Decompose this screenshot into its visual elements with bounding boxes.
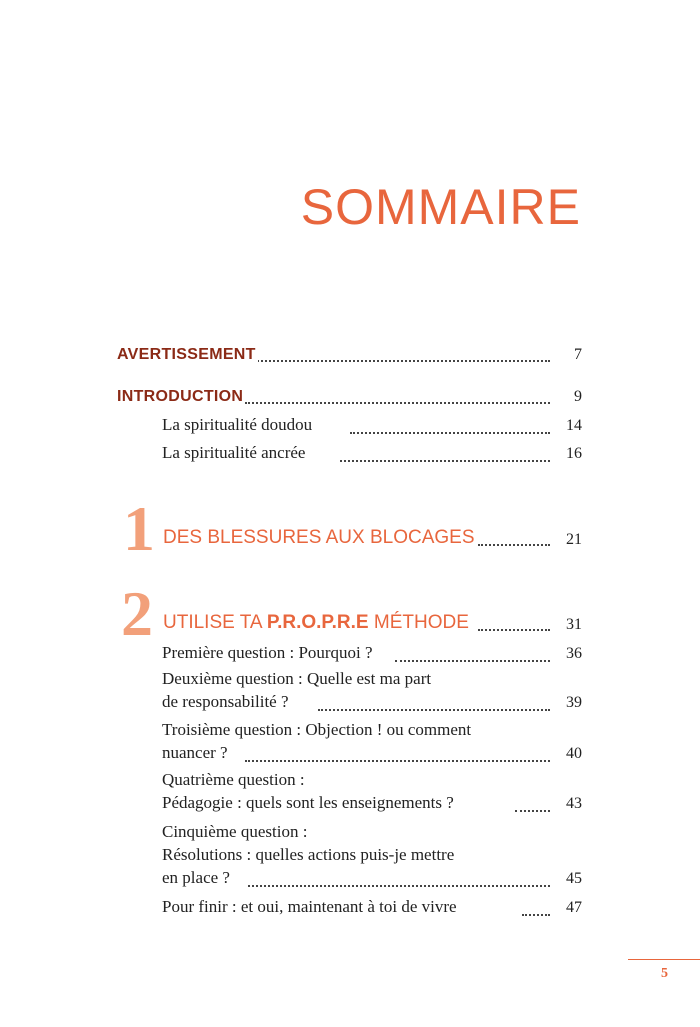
dot-leader xyxy=(245,402,550,404)
toc-entry-avertissement[interactable] xyxy=(0,344,700,372)
toc-entry-chapter-1[interactable] xyxy=(0,527,700,555)
dot-leader xyxy=(478,629,550,631)
toc-entry-introduction[interactable] xyxy=(0,386,700,414)
dot-leader xyxy=(318,709,550,711)
toc-label: INTRODUCTION xyxy=(117,388,244,405)
toc-page-number: 39 xyxy=(566,694,582,711)
toc-label: La spiritualité ancrée xyxy=(162,443,306,462)
page-title: SOMMAIRE xyxy=(300,179,581,235)
toc-label: Pédagogie : quels sont les enseignements ? xyxy=(162,793,454,812)
toc-label: Quatrième question : xyxy=(162,770,305,789)
toc-label-part: MÉTHODE xyxy=(368,612,469,633)
folio-rule xyxy=(628,959,700,960)
toc-label: Deuxième question : Quelle est ma part xyxy=(162,669,432,688)
toc-entry-question-2[interactable] xyxy=(0,692,700,720)
propre-acronym: P.R.O.P.R.E xyxy=(266,612,369,633)
toc-label: La spiritualité doudou xyxy=(162,415,313,434)
dot-leader xyxy=(248,885,550,887)
toc-page-number: 45 xyxy=(566,870,582,887)
toc-entry-question-3[interactable] xyxy=(0,743,700,771)
toc-page-number: 43 xyxy=(566,795,582,812)
dot-leader xyxy=(395,660,550,662)
toc-entry-pour-finir[interactable] xyxy=(0,897,700,925)
toc-entry-question-1[interactable] xyxy=(0,643,700,671)
dot-leader xyxy=(245,760,550,762)
toc-label: Pour finir : et oui, maintenant à toi de vivre xyxy=(162,897,457,916)
toc-label: nuancer ? xyxy=(162,743,228,762)
toc-entry-chapter-2[interactable] xyxy=(0,612,700,640)
toc-page-number: 36 xyxy=(566,645,582,662)
dot-leader xyxy=(340,460,550,462)
toc-page-number: 47 xyxy=(566,899,582,916)
dot-leader xyxy=(478,544,550,546)
toc-page-number: 31 xyxy=(566,616,582,633)
toc-entry-question-4[interactable] xyxy=(0,793,700,821)
toc-page-number: 14 xyxy=(566,417,582,434)
toc-page-number: 9 xyxy=(574,388,582,405)
toc-page-number: 40 xyxy=(566,745,582,762)
toc-page-number: 21 xyxy=(566,531,582,548)
toc-label: Résolutions : quelles actions puis-je mettre xyxy=(162,845,455,864)
toc-label: de responsabilité ? xyxy=(162,692,289,711)
toc-label: en place ? xyxy=(162,868,230,887)
toc-page-number: 7 xyxy=(574,346,582,363)
toc-entry-question-5[interactable] xyxy=(0,868,700,896)
toc-label: DES BLESSURES AUX BLOCAGES xyxy=(163,527,475,548)
toc-page-number: 16 xyxy=(566,445,582,462)
toc-label: Première question : Pourquoi ? xyxy=(162,643,373,662)
chapter-number-1: 1 xyxy=(123,493,155,564)
dot-leader xyxy=(350,432,550,434)
dot-leader xyxy=(522,914,550,916)
toc-label: AVERTISSEMENT xyxy=(117,346,256,363)
toc-label: Troisième question : Objection ! ou comment xyxy=(162,720,472,739)
chapter-number-2: 2 xyxy=(121,578,153,649)
toc-entry-spiritualite-doudou[interactable] xyxy=(0,415,700,443)
toc-label-part: UTILISE TA xyxy=(163,612,267,633)
toc-entry-spiritualite-ancree[interactable] xyxy=(0,443,700,471)
toc-label: Cinquième question : xyxy=(162,822,308,841)
dot-leader xyxy=(515,810,550,812)
toc-label xyxy=(163,612,471,634)
dot-leader xyxy=(250,360,550,362)
page-folio: 5 xyxy=(661,966,668,981)
